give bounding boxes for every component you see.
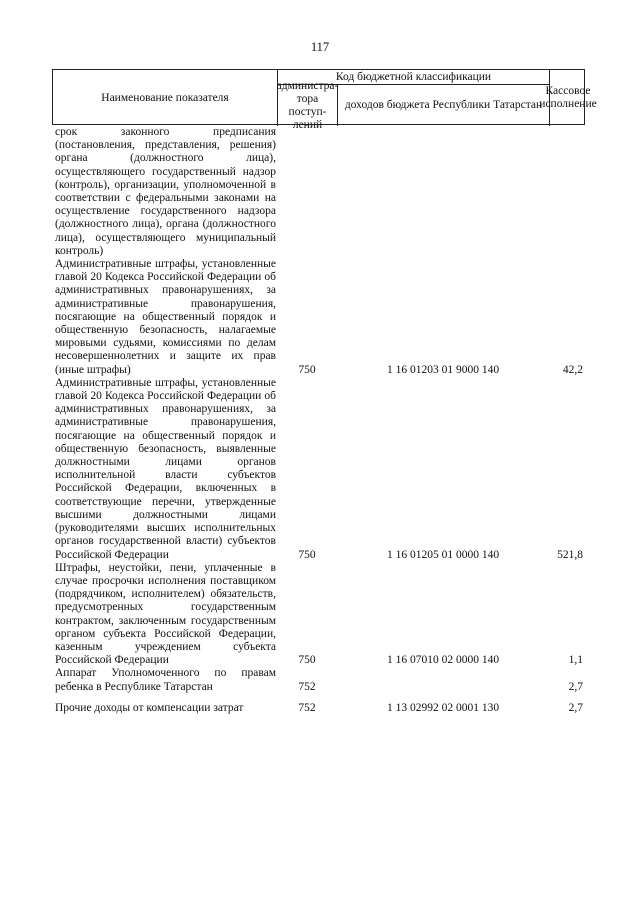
row-admin-code: 750 xyxy=(298,548,316,561)
row-income-code: 1 13 02992 02 0001 130 xyxy=(386,701,500,714)
row-income-code: 1 16 07010 02 0000 140 xyxy=(386,654,500,667)
row-admin-code: 750 xyxy=(298,363,316,376)
header-execution-column: Кассовое исполнение xyxy=(539,85,597,110)
row-name: Административные штрафы, установленные главой 20 Кодекса Российской Федерации об административных правонарушениях, за административные правонарушения, посягающие на общественный порядок и общественную безопасность, налагаемые мировыми судьями, комиссиями по делам несовершеннолетних и защите их прав (иные штрафы) xyxy=(55,258,276,376)
table-body xyxy=(52,126,585,715)
header-code-group: Код бюджетной классификации xyxy=(278,70,550,85)
table-row xyxy=(52,258,585,377)
table-row xyxy=(52,377,585,562)
table-row xyxy=(52,126,585,258)
header-name-column: Наименование показателя xyxy=(53,70,278,126)
row-execution-sum: 521,8 xyxy=(557,548,583,561)
header-admin-column: администра-тора поступ-лений xyxy=(276,79,339,131)
row-admin-code: 752 xyxy=(298,680,316,693)
header-income-column: доходов бюджета Республики Татарстан xyxy=(338,85,550,126)
row-name: Прочие доходы от компенсации затрат xyxy=(55,701,244,714)
row-name: срок законного предписания (постановления, представления, решения) органа (должностного лица), осуществляющего государственный надзор (контроль), организации, уполномоченной в соответствии с федеральными законами на осуществление государственного надзора (должностного лица), органа (должностного лица), осуществляющего муниципальный контроль) xyxy=(55,126,276,257)
table-row xyxy=(52,702,585,715)
table-row xyxy=(52,667,585,693)
row-income-code: 1 16 01203 01 9000 140 xyxy=(386,363,500,376)
table-row xyxy=(52,562,585,668)
row-execution-sum: 2,7 xyxy=(568,680,583,693)
row-execution-sum: 1,1 xyxy=(568,654,583,667)
row-admin-code: 752 xyxy=(298,701,316,714)
row-name: Аппарат Уполномоченного по правам ребенка в Республике Татарстан xyxy=(55,667,276,693)
row-execution-sum: 2,7 xyxy=(568,701,583,714)
row-name: Административные штрафы, установленные главой 20 Кодекса Российской Федерации об административных правонарушениях, за административные правонарушения, посягающие на общественный порядок и общественную безопасность, выявленные должностными лицами органов исполнительной власти субъектов Российской Федерации, включенных в соответствующие перечни, утвержденные высшими должностными лицами (руководителями высших исполнительных органов государственной власти) субъектов Российской Федерации xyxy=(55,376,276,561)
row-execution-sum: 42,2 xyxy=(562,363,583,376)
row-admin-code: 750 xyxy=(298,654,316,667)
table-header xyxy=(52,69,597,131)
page-number: 117 xyxy=(310,40,330,54)
row-income-code: 1 16 01205 01 0000 140 xyxy=(386,548,500,561)
row-name: Штрафы, неустойки, пени, уплаченные в случае просрочки исполнения поставщиком (подрядчиком, исполнителем) обязательств, предусмотренных государственным контрактом, заключенным государственным органом субъекта Российской Федерации, казенным учреждением субъекта Российской Федерации xyxy=(55,561,276,667)
